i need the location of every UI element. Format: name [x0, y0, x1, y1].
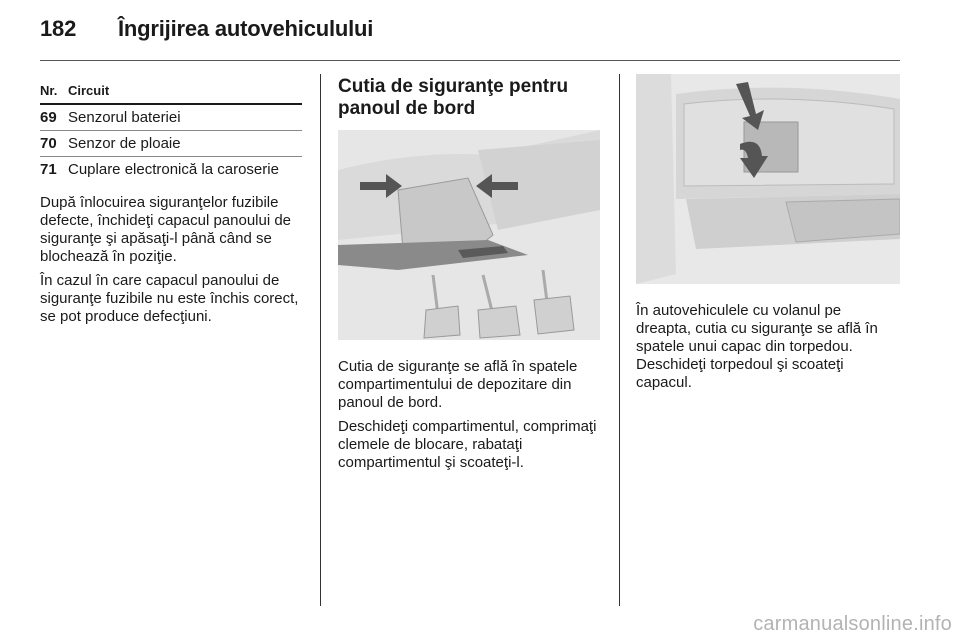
paragraph: În cazul în care capacul panoului de siguranţe fuzibile nu este închis corect, se pot produce defecţiuni. [40, 272, 299, 325]
table-row [40, 131, 302, 157]
row-nr: 71 [40, 161, 57, 178]
section-title: Cutia de siguranţe pentru panoul de bord [338, 76, 569, 119]
page-number: 182 [40, 16, 77, 41]
fuse-table-header [40, 74, 302, 105]
row-circuit: Senzorul bateriei [68, 109, 181, 126]
paragraph: În autovehiculele cu volanul pe dreapta, cutia cu siguranţe se află în spatele unui capac din torpedou. Deschideţi torpedoul şi scoateţi capacul. [636, 302, 878, 391]
header-nr: Nr. [40, 83, 58, 98]
table-row [40, 105, 302, 131]
row-circuit: Cuplare electronică la caroserie [68, 161, 279, 178]
table-row [40, 157, 302, 182]
watermark: carmanualsonline.info [753, 613, 952, 635]
fuse-table-body [40, 105, 302, 182]
paragraph: Cutia de siguranţe se află în spatele compartimentului de depozitare din panoul de bord. [338, 358, 578, 411]
page-header [40, 16, 373, 42]
column-divider [320, 74, 321, 606]
column-middle [338, 74, 600, 478]
row-nr: 70 [40, 135, 57, 152]
column-left [40, 74, 302, 332]
page-title: Îngrijirea autovehiculului [118, 16, 374, 41]
paragraph: După înlocuirea siguranţelor fuzibile defecte, închideţi capacul panoului de siguranţe şi apăsaţi-l până când se blochează în poziţie. [40, 194, 292, 265]
header-rule [40, 60, 900, 61]
column-right [636, 74, 900, 398]
row-circuit: Senzor de ploaie [68, 135, 181, 152]
row-nr: 69 [40, 109, 57, 126]
header-circuit: Circuit [68, 83, 110, 98]
paragraph: Deschideţi compartimentul, comprimaţi clemele de blocare, rabataţi compartimentul şi scoateţi-l. [338, 418, 597, 471]
dashboard-fuse-illustration [338, 130, 600, 340]
glovebox-fuse-illustration [636, 74, 900, 284]
column-divider [619, 74, 620, 606]
